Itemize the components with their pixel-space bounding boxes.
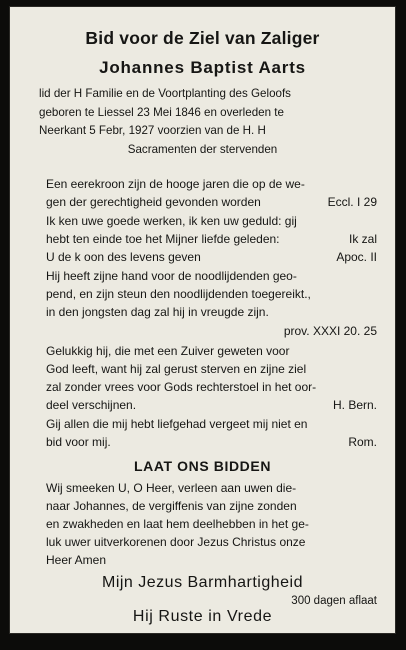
verse-text: Ik ken uwe goede werken, ik ken uw geduld: gij [46,214,297,228]
verse-text: gen der gerechtigheid gevonden worden [46,195,261,209]
verse-line [46,305,377,319]
indulgence-note: 300 dagen aflaat [291,595,377,607]
verse-line [46,195,377,209]
verse-line [46,398,377,412]
verse-line [46,214,377,228]
verse-ref: Apoc. II [336,250,377,264]
memorial-card [10,7,395,633]
verse-text: Gij allen die mij hebt liefgehad vergeet mij niet en [46,417,308,431]
verse-line [46,232,377,246]
verse-ref: H. Bern. [332,398,377,412]
verse-ref: prov. XXXI 20. 25 [283,324,377,338]
bio-line: Neerkant 5 Febr, 1927 voorzien van de H. H [39,124,266,137]
verse-line [46,380,377,394]
prayer-line: Wij smeeken U, O Heer, verleen aan uwen die- [46,481,297,495]
verse-text: U de k oon des levens geven [46,250,201,264]
verse-text: Hij heeft zijne hand voor de noodlijdenden geo- [46,269,297,283]
bio-line: geboren te Liessel 23 Mei 1846 en overleden te [39,106,284,119]
bio-line: lid der H Familie en de Voortplanting des Geloofs [39,87,291,100]
verse-line [46,435,377,449]
verse-ref: Rom. [348,435,377,449]
verse-text: pend, en zijn steun den noodlijdenden toegereikt., [46,287,311,301]
verse-text: deel verschijnen. [46,398,137,412]
verse-ref: Eccl. I 29 [327,195,377,209]
verse-line [46,177,377,191]
verse-line [46,362,377,376]
prayer-line: luk uwer uitverkorenen door Jezus Christus onze [46,535,306,549]
prayer-line: en zwakheden en laat hem deelhebben in het ge- [46,517,309,531]
prayer-line: naar Johannes, de vergiffenis van zijne zonden [46,499,297,513]
deceased-name: Johannes Baptist Aarts [99,58,306,77]
verse-line [46,250,377,264]
verse-text: Een eerekroon zijn de hooge jaren die op de we- [46,177,305,191]
verse-text: hebt ten einde toe het Mijner liefde geleden: [46,232,280,246]
verse-line [46,287,377,301]
prayer-heading: LAAT ONS BIDDEN [133,458,272,474]
card-title: Bid voor de Ziel van Zaliger [85,28,320,48]
verse-text: God leeft, want hij zal gerust sterven en zijne ziel [46,362,307,376]
verse-text: in den jongsten dag zal hij in vreugde zijn. [46,305,269,319]
verse-ref: Ik zal [348,232,377,246]
verse-line [46,269,377,283]
rest-in-peace: Hij Ruste in Vrede [132,608,273,625]
verse-text: Gelukkig hij, die met een Zuiver geweten voor [46,344,290,358]
verse-line [46,417,377,431]
verse-line [46,344,377,358]
verse-text: bid voor mij. [46,435,111,449]
verse-text: zal zonder vrees voor Gods rechterstoel in het oor- [46,380,317,394]
prayer-line: Heer Amen [46,553,107,567]
bio-line: Sacramenten der stervenden [127,143,278,156]
invocation: Mijn Jezus Barmhartigheid [101,574,304,591]
